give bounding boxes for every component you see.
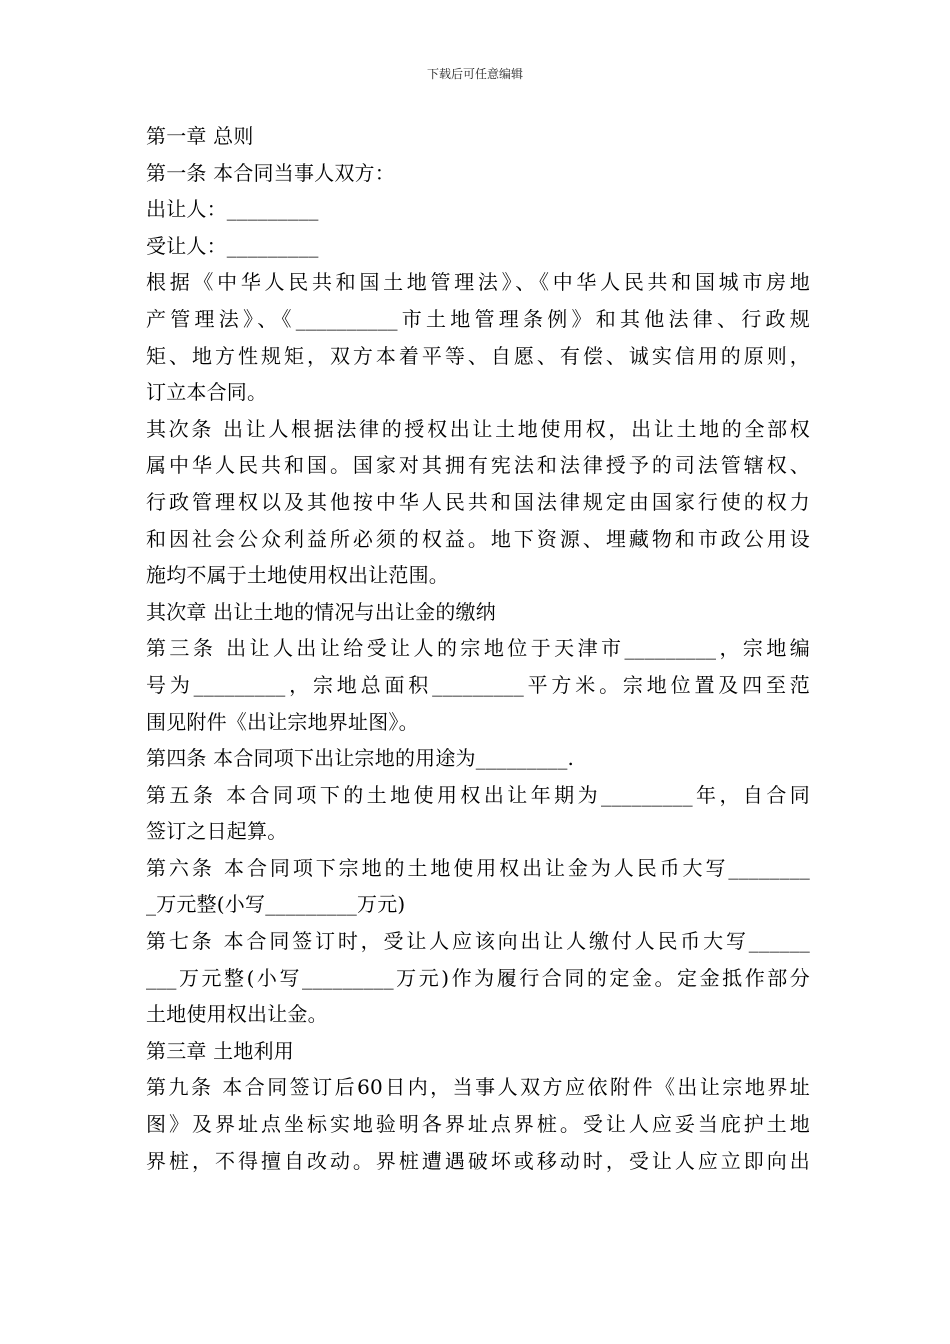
document-line: 界桩，不得擅自改动。界桩遭遇破坏或移动时，受让人应立即向出 [146, 1148, 810, 1173]
document-line: _万元整(小写_________万元) [146, 892, 406, 917]
document-line: 根据《中华人民共和国土地管理法》、《中华人民共和国城市房地 [146, 270, 810, 295]
document-line: 施均不属于土地使用权出让范围。 [146, 563, 449, 588]
document-line: 行政管理权以及其他按中华人民共和国法律规定由国家行使的权力 [146, 489, 810, 514]
document-line: 矩、地方性规矩，双方本着平等、自愿、有偿、诚实信用的原则， [146, 343, 810, 368]
document-line: 第七条 本合同签订时，受让人应该向出让人缴付人民币大写______ [146, 929, 810, 954]
document-line: 第六条 本合同项下宗地的土地使用权出让金为人民币大写________ [146, 855, 810, 880]
document-line: 第三章 土地利用 [146, 1038, 294, 1063]
document-line: 出让人：_________ [146, 197, 319, 222]
page-header-note: 下载后可任意编辑 [426, 67, 523, 81]
document-line: ___万元整(小写_________万元)作为履行合同的定金。定金抵作部分 [146, 965, 810, 990]
document-line: 产管理法》、《__________市土地管理条例》和其他法律、行政规 [146, 306, 810, 331]
document-line: 号为_________，宗地总面积_________平方米。宗地位置及四至范 [146, 672, 810, 697]
document-line: 订立本合同。 [146, 380, 268, 405]
document-line: 签订之日起算。 [146, 819, 288, 844]
document-line: 属中华人民共和国。国家对其拥有宪法和法律授予的司法管辖权、 [146, 453, 810, 478]
document-line: 第九条 本合同签订后60日内，当事人双方应依附件《出让宗地界址 [146, 1075, 810, 1100]
document-body [146, 118, 810, 1179]
document-line: 围见附件《出让宗地界址图》。 [146, 709, 419, 734]
document-line: 其次条 出让人根据法律的授权出让土地使用权，出让土地的全部权 [146, 416, 810, 441]
document-line: 土地使用权出让金。 [146, 1002, 328, 1027]
document-line: 其次章 出让土地的情况与出让金的缴纳 [146, 599, 496, 624]
document-line: 图》及界址点坐标实地验明各界址点界桩。受让人应妥当庇护土地 [146, 1112, 810, 1137]
document-line: 受让人：_________ [146, 233, 319, 258]
document-line: 第三条 出让人出让给受让人的宗地位于天津市_________，宗地编 [146, 636, 810, 661]
document-line: 第五条 本合同项下的土地使用权出让年期为_________年，自合同 [146, 782, 810, 807]
document-line: 和因社会公众利益所必须的权益。地下资源、埋藏物和市政公用设 [146, 526, 810, 551]
document-line: 第一章 总则 [146, 124, 254, 148]
document-line: 第一条 本合同当事人双方： [146, 160, 395, 185]
document-line: 第四条 本合同项下出让宗地的用途为_________. [146, 746, 575, 771]
